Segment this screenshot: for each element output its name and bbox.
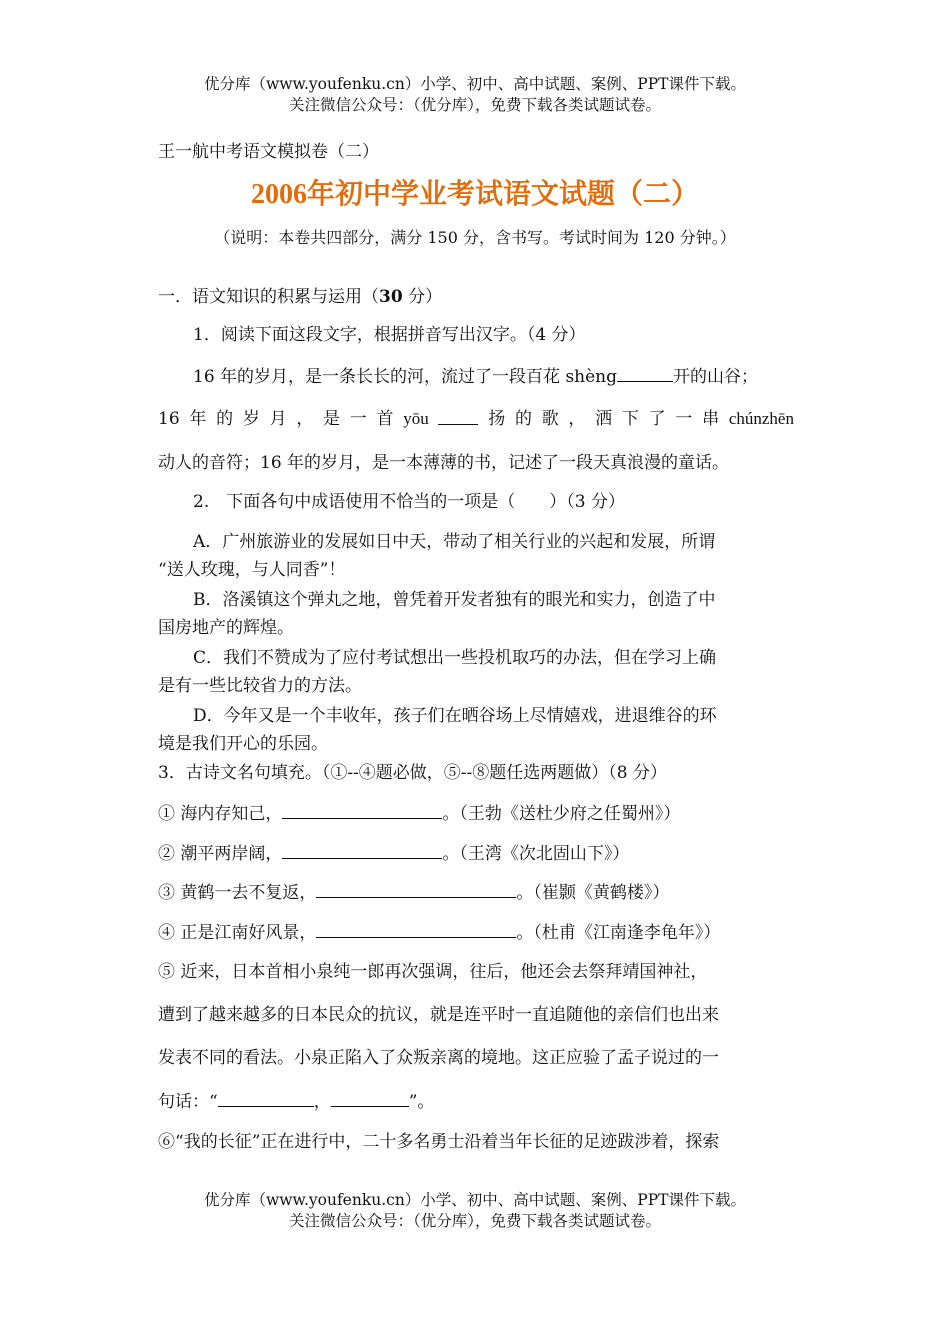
q3-stem: 3．古诗文名句填充。（①--④题必做，⑤--⑧题任选两题做）（8 分） (158, 763, 668, 783)
q1-blank-2[interactable] (438, 407, 478, 425)
q2-option-d-line-1: D．今年又是一个丰收年，孩子们在晒谷场上尽情嬉戏，进退维谷的环 (193, 706, 717, 726)
q3-blank-5a[interactable] (218, 1089, 314, 1107)
q1-word: ， (296, 409, 314, 429)
section1-heading (158, 285, 442, 309)
footer-line-2: 关注微信公众号：（优分库），免费下载各类试题试卷。 (288, 1212, 661, 1230)
q3-item-6-line-1: ⑥“我的长征”正在进行中，二十多名勇士沿着当年长征的足迹跋涉着，探索 (158, 1132, 720, 1152)
q3-item-2-source: 。（王湾《次北固山下》） (442, 844, 630, 864)
header-line-2: 关注微信公众号：（优分库），免费下载各类试题试卷。 (288, 96, 661, 114)
q3-blank-5b[interactable] (331, 1089, 409, 1107)
q3-item-2-text: ② 潮平两岸阔， (158, 844, 283, 864)
q3-item-5-text: 句话：“ (158, 1092, 218, 1112)
q3-item-1-source: 。（王勃《送杜少府之任蜀州》） (442, 804, 681, 824)
q1-passage-line-2 (158, 407, 794, 431)
q3-item-4-text: ④ 正是江南好风景， (158, 923, 317, 943)
header-line-1: 优分库（www.youfenku.cn）小学、初中、高中试题、案例、PPT课件下载。 (203, 75, 747, 93)
q1-pinyin-chunzhen: chúnzhēn (728, 409, 794, 428)
q1-word: 首 (376, 409, 394, 429)
q1-word: 的 (514, 409, 532, 429)
q1-word: 洒 (595, 409, 613, 429)
footer-line-1: 优分库（www.youfenku.cn）小学、初中、高中试题、案例、PPT课件下载。 (203, 1191, 747, 1209)
q2-option-a-line-1: A．广州旅游业的发展如日中天，带动了相关行业的兴起和发展，所谓 (193, 532, 716, 552)
title-year: 2006 (250, 179, 307, 210)
q1-word: 的 (216, 409, 234, 429)
section1-heading-pre: 一．语文知识的积累与运用（ (158, 287, 379, 307)
q3-item-3-source: 。（崔颢《黄鹤楼》） (516, 883, 670, 903)
q1-word: 岁 (242, 409, 260, 429)
q3-item-5-line-2: 遭到了越来越多的日本民众的抗议，就是连平时一直追随他的亲信们也出来 (158, 1005, 719, 1025)
section1-heading-post: 分） (402, 287, 443, 307)
q3-item-4-source: 。（杜甫《江南逢李龟年》） (516, 923, 721, 943)
q3-blank-2[interactable] (282, 841, 442, 859)
exam-title (0, 176, 950, 213)
title-text: 年初中学业考试语文试题（二） (306, 177, 699, 210)
q2-option-b-line-1: B．洛溪镇这个弹丸之地，曾凭着开发者独有的眼光和实力，创造了中 (193, 590, 716, 610)
q1-word: 下 (621, 409, 639, 429)
q3-item-5-end: ”。 (408, 1092, 435, 1112)
section1-score: 30 (379, 287, 403, 307)
q1-word: 16 (158, 409, 180, 429)
q3-item-5-line-1: ⑤ 近来，日本首相小泉纯一郎再次强调，往后，他还会去祭拜靖国神社， (158, 962, 708, 982)
q1-word: 串 (702, 409, 720, 429)
q1-pinyin-you: yōu (403, 409, 429, 428)
q1-word: 是 (323, 409, 341, 429)
q3-blank-3[interactable] (316, 880, 516, 898)
q1-word: 歌 (541, 409, 559, 429)
q3-item-2 (158, 841, 629, 866)
q3-item-5-line-3: 发表不同的看法。小泉正陷入了众叛亲离的境地。这正应验了孟子说过的一 (158, 1048, 719, 1068)
q1-stem: 1．阅读下面这段文字，根据拼音写出汉字。（4 分） (193, 325, 586, 345)
q2-option-b-line-2: 国房地产的辉煌。 (158, 618, 294, 638)
q3-item-5-line-4 (158, 1089, 434, 1114)
q2-option-c-line-1: C．我们不赞成为了应付考试想出一些投机取巧的办法，但在学习上确 (193, 648, 717, 668)
q3-item-4 (158, 920, 720, 945)
q3-blank-4[interactable] (316, 920, 516, 938)
exam-note: （说明：本卷共四部分，满分 150 分，含书写。考试时间为 120 分钟。） (214, 228, 736, 247)
q2-stem: 2. 下面各句中成语使用不恰当的一项是（ ）（3 分） (193, 492, 625, 512)
q2-option-c-line-2: 是有一些比较省力的方法。 (158, 676, 362, 696)
q1-word: 一 (675, 409, 693, 429)
q3-blank-1[interactable] (282, 801, 442, 819)
q1-line1-a: 16 年的岁月，是一条长长的河，流过了一段百花 shèng (193, 367, 618, 387)
exam-subtitle: 王一航中考语文模拟卷（二） (158, 142, 379, 162)
q3-item-5-comma: ， (313, 1092, 331, 1112)
q1-word: 了 (648, 409, 666, 429)
q1-word: 月 (269, 409, 287, 429)
q3-item-3-text: ③ 黄鹤一去不复返， (158, 883, 317, 903)
q1-word: 年 (189, 409, 207, 429)
q1-blank-1[interactable] (617, 364, 673, 382)
q1-word: 扬 (488, 409, 506, 429)
q3-item-3 (158, 880, 669, 905)
q1-passage-line-3: 动人的音符；16 年的岁月，是一本薄薄的书，记述了一段天真浪漫的童话。 (158, 453, 730, 473)
q2-option-a-line-2: “送人玫瑰，与人同香”！ (158, 560, 346, 580)
q2-option-d-line-2: 境是我们开心的乐园。 (158, 734, 328, 754)
q1-word: ， (568, 409, 586, 429)
q1-passage-line-1 (193, 364, 758, 389)
q1-word: 一 (349, 409, 367, 429)
q3-item-1-text: ① 海内存知己， (158, 804, 283, 824)
q1-line1-b: 开的山谷； (673, 367, 759, 387)
q3-item-1 (158, 801, 680, 826)
